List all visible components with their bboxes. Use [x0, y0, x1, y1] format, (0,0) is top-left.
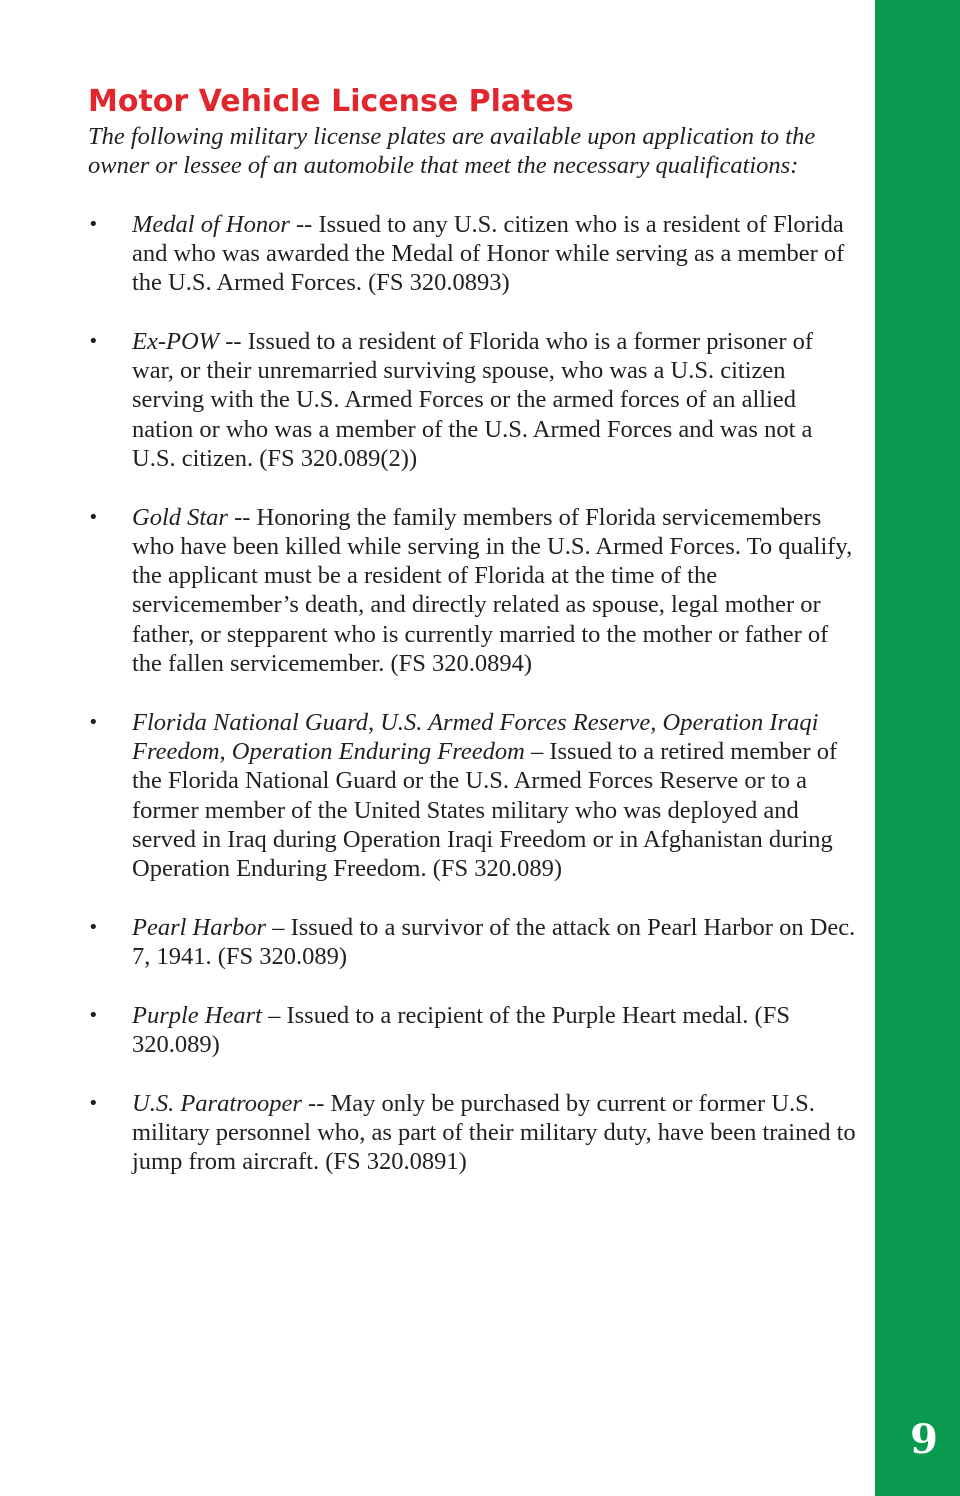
bullet: •	[88, 916, 99, 938]
plate-description: – Issued to a survivor of the attack on Pearl Harbor on Dec. 7, 1941. (FS 320.089)	[132, 913, 856, 971]
list-item	[88, 327, 858, 473]
plate-description: – Issued to a recipient of the Purple Heart medal. (FS 320.089)	[132, 1001, 790, 1058]
bullet: •	[88, 213, 99, 235]
plate-list	[88, 210, 858, 1177]
plate-description: -- Issued to any U.S. citizen who is a resident of Florida and who was awarded the Medal of Honor while serving as a member of the U.S. Armed Forces. (FS 320.0893)	[132, 210, 845, 297]
plate-name: Pearl Harbor	[132, 913, 267, 941]
page-content	[88, 82, 858, 1206]
plate-description: -- Honoring the family members of Florida servicemembers who have been killed while serving in the U.S. Armed Forces. To qualify, the applicant must be a resident of Florida at the time of the servicemember’s death, and directly related as spouse, legal mother or father, or stepparent who is currently married to the mother or father of the fallen servicemember. (FS 320.0894)	[132, 503, 853, 678]
plate-name: U.S. Paratrooper	[132, 1089, 302, 1117]
plate-name: Gold Star	[132, 503, 228, 531]
plate-description: -- May only be purchased by current or former U.S. military personnel who, as part of their military duty, have been trained to jump from aircraft. (FS 320.0891)	[132, 1089, 856, 1176]
plate-name: Medal of Honor	[132, 210, 290, 238]
bullet: •	[88, 506, 99, 528]
list-item	[88, 1089, 858, 1177]
plate-name: Purple Heart	[132, 1001, 262, 1029]
list-item	[88, 210, 858, 298]
list-item	[88, 708, 858, 884]
plate-description: -- Issued to a resident of Florida who is a former prisoner of war, or their unremarried surviving spouse, who was a U.S. citizen serving with the U.S. Armed Forces or the armed forces of an allied nation or who was a member of the U.S. Armed Forces and was not a U.S. citizen. (FS 320.089(2))	[132, 327, 814, 472]
list-item	[88, 503, 858, 679]
plate-name: Florida National Guard, U.S. Armed Forces Reserve, Operation Iraqi Freedom, Operation Enduring Freedom	[132, 708, 819, 765]
page-title: Motor Vehicle License Plates	[88, 84, 574, 119]
green-side-bar	[875, 0, 960, 1496]
bullet: •	[88, 1092, 99, 1114]
plate-description: – Issued to a retired member of the Florida National Guard or the U.S. Armed Forces Reserve or to a former member of the United States military who was deployed and served in Iraq during Operation Iraqi Freedom or in Afghanistan during Operation Enduring Freedom. (FS 320.089)	[132, 737, 838, 883]
bullet: •	[88, 1004, 99, 1026]
intro-paragraph: The following military license plates are available upon application to the owner or lessee of an automobile that meet the necessary qualifications:	[88, 123, 816, 180]
page-number: 9	[910, 1416, 938, 1463]
list-item	[88, 913, 858, 972]
plate-name: Ex-POW	[132, 327, 220, 355]
list-item	[88, 1001, 858, 1060]
bullet: •	[88, 330, 99, 352]
bullet: •	[88, 711, 99, 733]
